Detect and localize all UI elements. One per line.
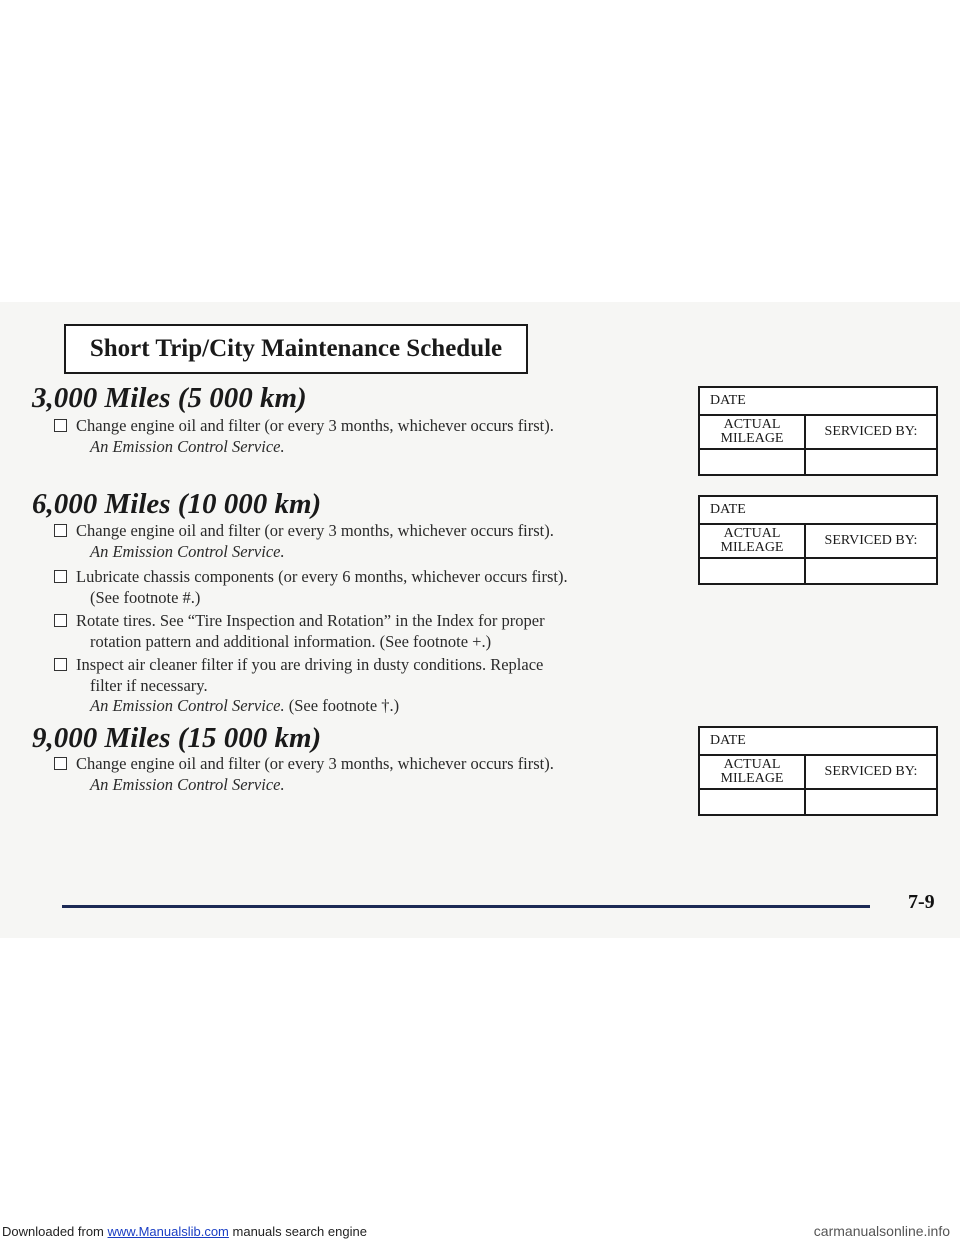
- checklist-item: Inspect air cleaner filter if you are driving in dusty conditions. Replace: [54, 654, 543, 676]
- serviced-by-entry-field[interactable]: [805, 558, 937, 584]
- section-heading-3000: 3,000 Miles (5 000 km): [32, 382, 307, 414]
- page-title: Short Trip/City Maintenance Schedule: [89, 335, 503, 362]
- item-note: An Emission Control Service.: [90, 775, 285, 794]
- download-footer: [0, 1222, 960, 1242]
- checkbox-icon[interactable]: [54, 524, 67, 537]
- actual-mileage-label: ACTUAL MILEAGE: [699, 415, 805, 449]
- item-note: rotation pattern and additional information. (See footnote +.): [90, 632, 492, 651]
- serviced-by-label: SERVICED BY:: [805, 755, 937, 789]
- item-note: filter if necessary.: [90, 676, 208, 695]
- actual-mileage-label: ACTUAL MILEAGE: [699, 755, 805, 789]
- actual-mileage-label: ACTUAL MILEAGE: [699, 524, 805, 558]
- date-field[interactable]: DATE: [699, 727, 937, 755]
- section-heading-6000: 6,000 Miles (10 000 km): [32, 488, 322, 520]
- checkbox-icon[interactable]: [54, 658, 67, 671]
- checkbox-icon[interactable]: [54, 419, 67, 432]
- service-record-table: [698, 726, 938, 816]
- date-field[interactable]: DATE: [699, 387, 937, 415]
- checkbox-icon[interactable]: [54, 570, 67, 583]
- section-heading-9000: 9,000 Miles (15 000 km): [32, 722, 322, 754]
- checkbox-icon[interactable]: [54, 757, 67, 770]
- item-note: An Emission Control Service.: [90, 542, 285, 561]
- serviced-by-entry-field[interactable]: [805, 449, 937, 475]
- checkbox-icon[interactable]: [54, 614, 67, 627]
- checklist-item: Change engine oil and filter (or every 3 months, whichever occurs first).: [54, 415, 554, 437]
- checklist-item: Change engine oil and filter (or every 3 months, whichever occurs first).: [54, 520, 554, 542]
- manualslib-link[interactable]: www.Manualslib.com: [107, 1224, 229, 1239]
- mileage-entry-field[interactable]: [699, 558, 805, 584]
- serviced-by-label: SERVICED BY:: [805, 524, 937, 558]
- serviced-by-entry-field[interactable]: [805, 789, 937, 815]
- page-number: 7-9: [908, 891, 935, 913]
- service-record-table: [698, 386, 938, 476]
- mileage-entry-field[interactable]: [699, 789, 805, 815]
- item-note: (See footnote #.): [90, 588, 201, 607]
- title-box: [64, 324, 528, 374]
- footer-rule: [62, 905, 870, 908]
- mileage-entry-field[interactable]: [699, 449, 805, 475]
- item-note: An Emission Control Service.: [90, 437, 285, 456]
- checklist-item: Lubricate chassis components (or every 6 months, whichever occurs first).: [54, 566, 568, 588]
- checklist-item: Change engine oil and filter (or every 3 months, whichever occurs first).: [54, 753, 554, 775]
- serviced-by-label: SERVICED BY:: [805, 415, 937, 449]
- download-notice: Downloaded from www.Manualslib.com manuals search engine: [2, 1224, 367, 1239]
- watermark-text: carmanualsonline.info: [813, 1223, 950, 1239]
- service-record-table: [698, 495, 938, 585]
- date-field[interactable]: DATE: [699, 496, 937, 524]
- item-note: An Emission Control Service. (See footnote †.): [90, 696, 400, 715]
- checklist-item: Rotate tires. See “Tire Inspection and Rotation” in the Index for proper: [54, 610, 545, 632]
